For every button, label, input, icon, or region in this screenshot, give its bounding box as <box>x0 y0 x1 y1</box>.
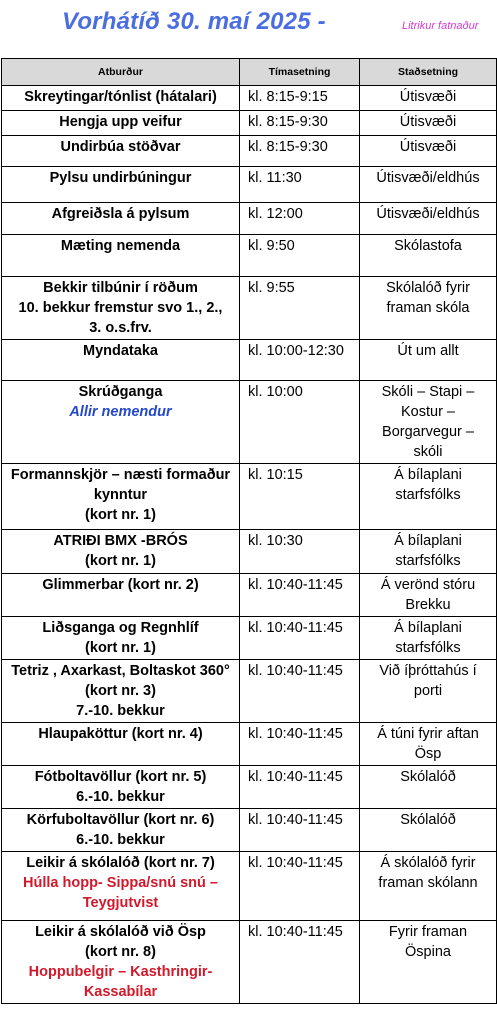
place-text: Á bílaplani <box>394 620 462 636</box>
place-text: Skóli – Stapi – <box>381 384 475 400</box>
event-text: 3. o.s.frv. <box>89 320 152 336</box>
table-header-row <box>2 59 497 86</box>
place-cell <box>360 277 497 340</box>
event-cell <box>2 617 240 660</box>
event-text: 10. bekkur fremstur svo 1., 2., <box>18 300 223 316</box>
time-cell: kl. 10:40-11:45 <box>240 574 360 617</box>
table-row <box>2 921 497 1004</box>
event-activities: Kassabílar <box>83 984 158 1000</box>
event-text: 6.-10. bekkur <box>76 832 165 848</box>
table-row <box>2 235 497 277</box>
table-row <box>2 340 497 381</box>
place-text: Á bílaplani <box>394 533 462 549</box>
event-text: Körfuboltavöllur (kort nr. 6) <box>26 812 215 828</box>
table-row <box>2 464 497 530</box>
place-cell <box>360 574 497 617</box>
event-text: Skreytingar/tónlist (hátalari) <box>24 89 217 105</box>
event-text: Hengja upp veifur <box>59 114 182 130</box>
place-cell <box>360 111 497 136</box>
place-text: framan skóla <box>386 300 470 316</box>
place-cell <box>360 723 497 766</box>
place-text: Skólalóð fyrir <box>386 280 470 296</box>
event-cell <box>2 235 240 277</box>
place-text: Útisvæði/eldhús <box>376 170 480 186</box>
event-text: 6.-10. bekkur <box>76 789 165 805</box>
event-text: Formannskjör – næsti formaður <box>10 467 231 483</box>
event-cell <box>2 852 240 921</box>
event-text: Glimmerbar (kort nr. 2) <box>42 577 199 593</box>
event-activities: Hoppubelgir – Kasthringir- <box>28 964 213 980</box>
place-text: Á verönd stóru <box>380 577 476 593</box>
place-cell <box>360 809 497 852</box>
event-text: Fótboltavöllur (kort nr. 5) <box>34 769 207 785</box>
place-cell <box>360 921 497 1004</box>
event-text: (kort nr. 8) <box>85 944 156 960</box>
event-cell <box>2 86 240 111</box>
time-cell: kl. 9:55 <box>240 277 360 340</box>
table-row <box>2 574 497 617</box>
event-text: Hlaupaköttur (kort nr. 4) <box>38 726 203 742</box>
time-cell: kl. 10:00-12:30 <box>240 340 360 381</box>
event-cell <box>2 381 240 464</box>
page-title: Vorhátíð 30. maí 2025 - <box>62 8 326 35</box>
event-text: (kort nr. 1) <box>85 507 156 523</box>
table-row <box>2 766 497 809</box>
place-text: porti <box>413 683 443 699</box>
event-text: Undirbúa stöðvar <box>60 139 181 155</box>
table-row <box>2 809 497 852</box>
event-text: Myndataka <box>83 343 158 359</box>
place-text: Útisvæði <box>399 139 457 155</box>
time-cell: kl. 8:15-9:30 <box>240 136 360 167</box>
event-text: Bekkir tilbúnir í röðum <box>43 280 198 296</box>
event-cell <box>2 111 240 136</box>
place-text: Skólalóð <box>400 769 456 785</box>
event-cell <box>2 574 240 617</box>
event-text: Mæting nemenda <box>60 238 181 254</box>
column-header-event: Atburður <box>2 59 240 86</box>
place-cell <box>360 235 497 277</box>
event-cell <box>2 723 240 766</box>
time-cell: kl. 10:15 <box>240 464 360 530</box>
place-text: framan skólann <box>378 875 478 891</box>
event-cell <box>2 167 240 203</box>
event-text: Leikir á skólalóð við Ösp <box>35 924 206 940</box>
place-cell <box>360 852 497 921</box>
schedule-table <box>1 58 497 1004</box>
event-cell <box>2 340 240 381</box>
time-cell: kl. 10:40-11:45 <box>240 809 360 852</box>
place-cell <box>360 136 497 167</box>
place-text: Á túni fyrir aftan <box>377 726 479 742</box>
column-header-place: Staðsetning <box>360 59 497 86</box>
place-text: Skólastofa <box>394 238 462 254</box>
event-cell <box>2 766 240 809</box>
place-text: Á bílaplani <box>394 467 462 483</box>
event-activities: Teygjutvist <box>82 895 159 911</box>
place-text: Ösp <box>414 746 442 762</box>
place-cell <box>360 617 497 660</box>
table-row <box>2 530 497 574</box>
time-cell: kl. 10:40-11:45 <box>240 852 360 921</box>
event-cell <box>2 530 240 574</box>
place-cell <box>360 167 497 203</box>
place-text: Á skólalóð fyrir <box>380 855 476 871</box>
place-text: Borgarvegur – <box>382 424 474 440</box>
event-text: kynntur <box>93 487 148 503</box>
title-row <box>0 0 497 56</box>
event-text: 7.-10. bekkur <box>76 703 165 719</box>
time-cell: kl. 9:50 <box>240 235 360 277</box>
event-text: Leikir á skólalóð (kort nr. 7) <box>26 855 215 871</box>
event-text: (kort nr. 3) <box>85 683 156 699</box>
time-cell: kl. 8:15-9:30 <box>240 111 360 136</box>
event-text: (kort nr. 1) <box>85 553 156 569</box>
time-cell: kl. 10:40-11:45 <box>240 617 360 660</box>
event-cell <box>2 809 240 852</box>
place-text: starfsfólks <box>395 640 461 656</box>
event-text: Afgreiðsla á pylsum <box>51 206 190 222</box>
place-cell <box>360 464 497 530</box>
table-body <box>2 86 497 1004</box>
event-text: Pylsu undirbúningur <box>49 170 192 186</box>
place-text: Útisvæði <box>399 114 457 130</box>
event-text: (kort nr. 1) <box>85 640 156 656</box>
place-text: skóli <box>413 444 443 460</box>
place-text: Skólalóð <box>400 812 456 828</box>
table-row <box>2 617 497 660</box>
place-cell <box>360 530 497 574</box>
page-subtitle: Litrikur fatnaður <box>402 20 479 32</box>
place-cell <box>360 86 497 111</box>
event-text: Skrúðganga <box>78 384 163 400</box>
place-text: starfsfólks <box>395 553 461 569</box>
event-cell <box>2 136 240 167</box>
time-cell: kl. 10:40-11:45 <box>240 766 360 809</box>
time-cell: kl. 10:00 <box>240 381 360 464</box>
event-cell <box>2 660 240 723</box>
table-row <box>2 277 497 340</box>
place-text: Fyrir framan <box>388 924 468 940</box>
time-cell: kl. 10:40-11:45 <box>240 723 360 766</box>
place-cell <box>360 381 497 464</box>
table-row <box>2 723 497 766</box>
place-text: Útisvæði/eldhús <box>376 206 480 222</box>
event-cell <box>2 921 240 1004</box>
event-text: Tetriz , Axarkast, Boltaskot 360° <box>11 663 230 679</box>
event-text: ATRIÐI BMX -BRÓS <box>53 533 188 549</box>
place-text: Útisvæði <box>399 89 457 105</box>
place-text: Kostur – <box>401 404 455 420</box>
place-cell <box>360 340 497 381</box>
time-cell: kl. 11:30 <box>240 167 360 203</box>
place-cell <box>360 660 497 723</box>
event-text: Liðsganga og Regnhlíf <box>42 620 199 636</box>
event-cell <box>2 203 240 235</box>
time-cell: kl. 12:00 <box>240 203 360 235</box>
place-cell <box>360 203 497 235</box>
table-row <box>2 167 497 203</box>
place-text: Brekku <box>405 597 451 613</box>
place-text: starfsfólks <box>395 487 461 503</box>
place-text: Við íþróttahús í <box>379 663 477 679</box>
table-row <box>2 381 497 464</box>
place-text: Öspina <box>405 944 451 960</box>
table-row <box>2 852 497 921</box>
place-cell <box>360 766 497 809</box>
table-row <box>2 86 497 111</box>
time-cell: kl. 10:30 <box>240 530 360 574</box>
table-row <box>2 660 497 723</box>
event-cell <box>2 277 240 340</box>
event-activities: Húlla hopp- Sippa/snú snú – <box>23 875 218 891</box>
table-row <box>2 111 497 136</box>
event-note: Allir nemendur <box>69 404 172 420</box>
column-header-time: Tímasetning <box>240 59 360 86</box>
event-cell <box>2 464 240 530</box>
table-row <box>2 203 497 235</box>
time-cell: kl. 10:40-11:45 <box>240 921 360 1004</box>
place-text: Út um allt <box>397 343 459 359</box>
time-cell: kl. 10:40-11:45 <box>240 660 360 723</box>
table-row <box>2 136 497 167</box>
time-cell: kl. 8:15-9:15 <box>240 86 360 111</box>
